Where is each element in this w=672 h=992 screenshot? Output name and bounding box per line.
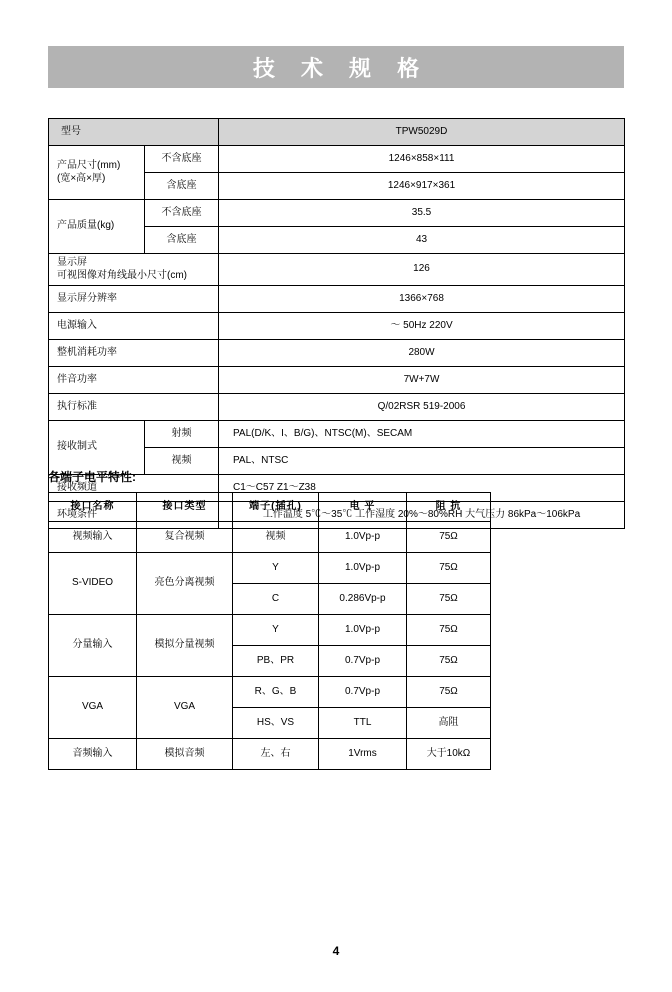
spec-sublabel: 含底座	[145, 227, 219, 254]
port-name: S-VIDEO	[49, 553, 137, 615]
spec-value: 1246×858×111	[219, 146, 625, 173]
port-terminal: R、G、B	[233, 677, 319, 708]
spec-label: 接收制式	[49, 421, 145, 475]
table-row	[49, 677, 491, 708]
port-characteristics-table	[48, 492, 491, 770]
spec-label-line2: 可视图像对角线最小尺寸(cm)	[57, 269, 187, 281]
table-header-row	[49, 493, 491, 522]
port-terminal: 视频	[233, 522, 319, 553]
port-impedance: 大于10kΩ	[407, 739, 491, 770]
table-row	[49, 367, 625, 394]
port-terminal: PB、PR	[233, 646, 319, 677]
port-impedance: 75Ω	[407, 615, 491, 646]
port-type: 模拟分量视频	[137, 615, 233, 677]
port-terminal: Y	[233, 615, 319, 646]
page-title: 技 术 规 格	[252, 55, 430, 81]
table-row	[49, 119, 625, 146]
port-level: 1.0Vp-p	[319, 522, 407, 553]
spec-value: 35.5	[219, 200, 625, 227]
spec-value: 7W+7W	[219, 367, 625, 394]
spec-sublabel: 不含底座	[145, 146, 219, 173]
port-terminal: 左、右	[233, 739, 319, 770]
port-type: VGA	[137, 677, 233, 739]
column-header-terminal: 端子(插孔)	[233, 493, 319, 522]
table-row	[49, 200, 625, 227]
table-row	[49, 394, 625, 421]
spec-value: 126	[219, 254, 625, 286]
port-terminal: HS、VS	[233, 708, 319, 739]
spec-value: 43	[219, 227, 625, 254]
spec-sublabel: 含底座	[145, 173, 219, 200]
port-level: 0.7Vp-p	[319, 646, 407, 677]
spec-value: PAL、NTSC	[219, 448, 625, 475]
port-impedance: 75Ω	[407, 677, 491, 708]
spec-value: 280W	[219, 340, 625, 367]
page-title-banner	[48, 46, 624, 88]
port-impedance: 75Ω	[407, 646, 491, 677]
spec-value: 工作温度 5℃～35℃ 工作湿度 20%～80%RH 大气压力 86kPa～106kPa	[219, 502, 625, 529]
port-level: 1Vrms	[319, 739, 407, 770]
page-number: 4	[332, 944, 340, 958]
spec-label: 整机消耗功率	[49, 340, 219, 367]
port-type: 模拟音频	[137, 739, 233, 770]
port-level: 1.0Vp-p	[319, 553, 407, 584]
port-impedance: 75Ω	[407, 553, 491, 584]
spec-label: 环境条件	[49, 502, 219, 529]
table-row	[49, 146, 625, 173]
port-type: 复合视频	[137, 522, 233, 553]
column-header-type: 接口类型	[137, 493, 233, 522]
table-row	[49, 553, 491, 584]
table-row	[49, 313, 625, 340]
spec-label	[49, 146, 145, 200]
spec-sublabel: 视频	[145, 448, 219, 475]
spec-value: Q/02RSR 519-2006	[219, 394, 625, 421]
table-row	[49, 340, 625, 367]
spec-label: 伴音功率	[49, 367, 219, 394]
port-level: 0.7Vp-p	[319, 677, 407, 708]
spec-value: C1～C57 Z1～Z38	[219, 475, 625, 502]
column-header-impedance: 阻 抗	[407, 493, 491, 522]
port-level: 1.0Vp-p	[319, 615, 407, 646]
spec-sublabel: 射频	[145, 421, 219, 448]
spec-value: PAL(D/K、I、B/G)、NTSC(M)、SECAM	[219, 421, 625, 448]
spec-label-line2: (宽×高×厚)	[57, 172, 106, 184]
spec-label: 接收频道	[49, 475, 219, 502]
spec-label-line1: 产品尺寸(mm)	[57, 160, 121, 171]
port-name: VGA	[49, 677, 137, 739]
column-header-level: 电 平	[319, 493, 407, 522]
spec-value: TPW5029D	[219, 119, 625, 146]
spec-label: 型号	[49, 119, 219, 146]
spec-label: 产品质量(kg)	[49, 200, 145, 254]
port-level: 0.286Vp-p	[319, 584, 407, 615]
port-impedance: 高阻	[407, 708, 491, 739]
table-row	[49, 739, 491, 770]
port-impedance: 75Ω	[407, 522, 491, 553]
column-header-name: 接口名称	[49, 493, 137, 522]
port-name: 分量输入	[49, 615, 137, 677]
table-row	[49, 286, 625, 313]
table-row	[49, 522, 491, 553]
spec-label-line1: 显示屏	[57, 257, 87, 268]
port-impedance: 75Ω	[407, 584, 491, 615]
spec-label: 电源输入	[49, 313, 219, 340]
port-name: 音频输入	[49, 739, 137, 770]
port-type: 亮色分离视频	[137, 553, 233, 615]
table-row	[49, 615, 491, 646]
port-terminal: C	[233, 584, 319, 615]
spec-sublabel: 不含底座	[145, 200, 219, 227]
spec-value: 〜 50Hz 220V	[219, 313, 625, 340]
port-level: TTL	[319, 708, 407, 739]
port-terminal: Y	[233, 553, 319, 584]
spec-value: 1246×917×361	[219, 173, 625, 200]
spec-label: 执行标准	[49, 394, 219, 421]
port-name: 视频输入	[49, 522, 137, 553]
table-row	[49, 421, 625, 448]
spec-label: 显示屏分辨率	[49, 286, 219, 313]
spec-value: 1366×768	[219, 286, 625, 313]
table-row	[49, 254, 625, 286]
section-heading: 各端子电平特性:	[48, 470, 136, 484]
spec-label	[49, 254, 219, 286]
